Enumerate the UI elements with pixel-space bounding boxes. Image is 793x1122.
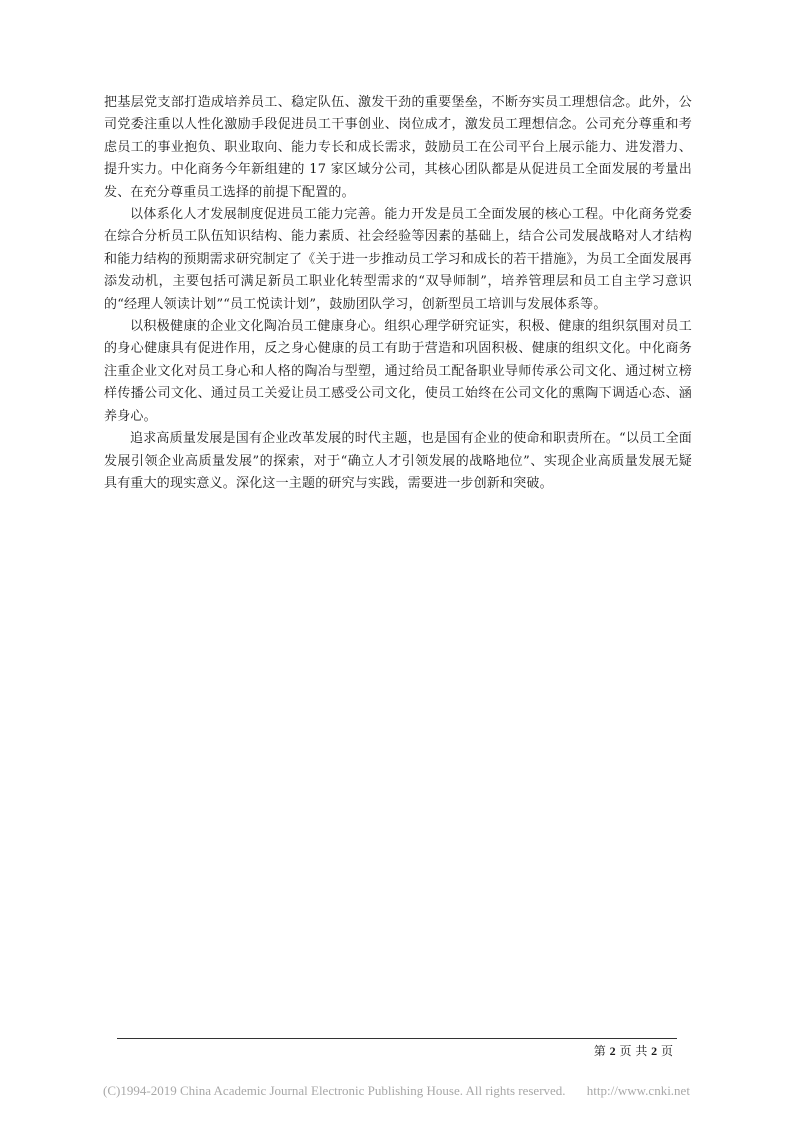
article-body (104, 92, 692, 495)
page-number (594, 1042, 673, 1059)
copyright-watermark (0, 1083, 793, 1099)
paragraph-conclusion: 追求高质量发展是国有企业改革发展的时代主题，也是国有企业的使命和职责所在。“以员工全面发展引领企业高质量发展”的探索，对于“确立人才引领发展的战略地位”、实现企业高质量发展无疑具有重大的现实意义。深化这一主题的研究与实践，需要进一步创新和突破。 (104, 431, 692, 491)
footer-divider (117, 1038, 677, 1039)
paragraph-corporate-culture: 以积极健康的企业文化陶冶员工健康身心。组织心理学研究证实，积极、健康的组织氛围对员工的身心健康具有促进作用，反之身心健康的员工有助于营造和巩固积极、健康的组织文化。中化商务注重企业文化对员工身心和人格的陶冶与型塑，通过给员工配备职业导师传承公司文化、通过树立榜样传播公司文化、通过员工关爱让员工感受公司文化，使员工始终在公司文化的熏陶下调适心态、涵养身心。 (104, 319, 692, 424)
total-label: 共 (635, 1044, 648, 1058)
page-label-unit: 页 (619, 1044, 632, 1058)
page-label-prefix: 第 (593, 1044, 606, 1058)
total-pages-number: 2 (651, 1044, 658, 1058)
copyright-text: (C)1994-2019 China Academic Journal Electronic Publishing House. All rights reserved. (103, 1083, 566, 1098)
paragraph-continued: 把基层党支部打造成培养员工、稳定队伍、激发干劲的重要堡垒，不断夯实员工理想信念。此外，公司党委注重以人性化激励手段促进员工干事创业、岗位成才，激发员工理想信念。公司充分尊重和考虑员工的事业抱负、职业取向、能力专长和成长需求，鼓励员工在公司平台上展示能力、进发潜力、提升实力。中化商务今年新组建的 17 家区域分公司，其核心团队都是从促进员工全面发展的考量出发、在充分尊重员工选择的前提下配置的。 (104, 95, 692, 200)
cnki-url: http://www.cnki.net (586, 1083, 690, 1098)
current-page-number: 2 (609, 1044, 616, 1058)
total-label-unit: 页 (660, 1044, 673, 1058)
paragraph-talent-development: 以体系化人才发展制度促进员工能力完善。能力开发是员工全面发展的核心工程。中化商务党委在综合分析员工队伍知识结构、能力素质、社会经验等因素的基础上，结合公司发展战略对人才结构和能力结构的预期需求研究制定了《关于进一步推动员工学习和成长的若干措施》，为员工全面发展再添发动机，主要包括可满足新员工职业化转型需求的“双导师制”，培养管理层和员工自主学习意识的“经理人领读计划”“员工悦读计划”，鼓励团队学习，创新型员工培训与发展体系等。 (104, 207, 692, 312)
